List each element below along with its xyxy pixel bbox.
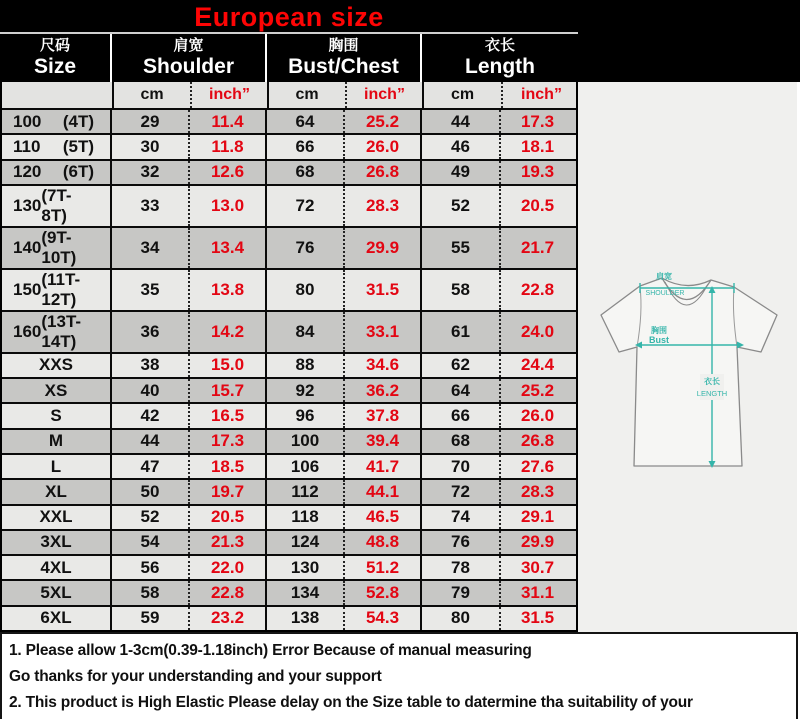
cm-value-cell: 66 [420,404,499,427]
table-row [2,453,576,478]
page-title: European size [194,2,384,32]
header-bust-zh: 胸围 [328,37,359,54]
cm-value-cell: 84 [265,312,343,352]
cm-value-cell: 49 [420,161,499,184]
table-row [2,605,576,630]
inch-value-cell: 37.8 [343,404,420,427]
cm-value-cell: 32 [110,161,188,184]
inch-value-cell: 54.3 [343,607,420,630]
shoulder-label-en: SHOULDER [645,290,685,297]
tshirt-diagram [578,82,797,632]
cm-value-cell: 96 [265,404,343,427]
cm-value-cell: 134 [265,581,343,604]
inch-value-cell: 23.2 [188,607,265,630]
size-cell: 100 (4T) [13,111,94,131]
unit-cm-bust: cm [267,82,345,108]
table-row [2,579,576,604]
header-shoulder-en: Shoulder [142,55,234,78]
header-length-zh: 衣长 [484,37,515,54]
size-table-body [0,108,578,632]
cm-value-cell: 68 [420,430,499,453]
inch-value-cell: 18.1 [499,135,574,158]
cm-value-cell: 76 [420,531,499,554]
inch-value-cell: 51.2 [343,556,420,579]
cm-value-cell: 58 [420,270,499,310]
inch-value-cell: 31.5 [343,270,420,310]
inch-value-cell: 34.6 [343,354,420,377]
size-cell: 110 (5T) [13,136,94,156]
cm-value-cell: 30 [110,135,188,158]
inch-value-cell: 21.3 [188,531,265,554]
cm-value-cell: 138 [265,607,343,630]
header-length-en: Length [465,55,535,78]
inch-value-cell: 36.2 [343,379,420,402]
cm-value-cell: 124 [265,531,343,554]
header-size-zh: 尺码 [39,37,70,54]
inch-value-cell: 13.8 [188,270,265,310]
inch-value-cell: 19.7 [188,480,265,503]
cm-value-cell: 58 [110,581,188,604]
table-row [2,108,576,133]
inch-value-cell: 29.9 [499,531,574,554]
cm-value-cell: 80 [265,270,343,310]
cm-value-cell: 64 [265,110,343,133]
table-row [2,133,576,158]
unit-inch-shoulder: inch” [190,82,267,108]
size-cell: 130 (7T-8T) [13,185,72,225]
cm-value-cell: 66 [265,135,343,158]
cm-value-cell: 52 [420,186,499,226]
table-row [2,268,576,310]
inch-value-cell: 28.3 [343,186,420,226]
table-header [0,32,578,82]
size-cell: M [48,431,64,451]
table-row [2,310,576,352]
inch-value-cell: 15.7 [188,379,265,402]
cm-value-cell: 100 [265,430,343,453]
size-cell: L [50,456,62,476]
inch-value-cell: 24.4 [499,354,574,377]
cm-value-cell: 72 [265,186,343,226]
table-row [2,377,576,402]
notes-box [0,632,798,719]
cm-value-cell: 78 [420,556,499,579]
size-cell: 6XL [40,608,72,628]
cm-value-cell: 33 [110,186,188,226]
cm-value-cell: 59 [110,607,188,630]
table-row [2,159,576,184]
shoulder-label-zh: 肩宽 [656,272,672,281]
cm-value-cell: 92 [265,379,343,402]
size-cell: XS [44,380,68,400]
inch-value-cell: 24.0 [499,312,574,352]
inch-value-cell: 13.0 [188,186,265,226]
inch-value-cell: 15.0 [188,354,265,377]
unit-row [0,82,578,108]
inch-value-cell: 21.7 [499,228,574,268]
table-row [2,478,576,503]
size-cell: 3XL [40,532,72,552]
unit-inch-length: inch” [501,82,580,108]
inch-value-cell: 11.8 [188,135,265,158]
header-shoulder-zh: 肩宽 [173,37,204,54]
cm-value-cell: 46 [420,135,499,158]
cm-value-cell: 29 [110,110,188,133]
header-bust [265,34,420,82]
inch-value-cell: 46.5 [343,506,420,529]
cm-value-cell: 64 [420,379,499,402]
table-row [2,428,576,453]
cm-value-cell: 38 [110,354,188,377]
inch-value-cell: 44.1 [343,480,420,503]
header-bust-en: Bust/Chest [288,55,399,78]
tshirt-panel [578,82,797,632]
table-row [2,352,576,377]
cm-value-cell: 55 [420,228,499,268]
size-cell: 5XL [40,583,72,603]
bust-label-en: Bust [649,335,669,345]
cm-value-cell: 47 [110,455,188,478]
unit-inch-bust: inch” [345,82,422,108]
size-cell: XXL [39,507,73,527]
cm-value-cell: 62 [420,354,499,377]
inch-value-cell: 25.2 [343,110,420,133]
inch-value-cell: 29.1 [499,506,574,529]
cm-value-cell: 106 [265,455,343,478]
table-row [2,529,576,554]
inch-value-cell: 12.6 [188,161,265,184]
note-line: 1. Please allow 1-3cm(0.39-1.18inch) Error Because of manual measuring [9,642,532,659]
cm-value-cell: 52 [110,506,188,529]
inch-value-cell: 14.2 [188,312,265,352]
cm-value-cell: 74 [420,506,499,529]
inch-value-cell: 31.5 [499,607,574,630]
tshirt-outline [601,278,777,466]
inch-value-cell: 26.0 [499,404,574,427]
inch-value-cell: 20.5 [188,506,265,529]
cm-value-cell: 50 [110,480,188,503]
size-cell: S [50,406,62,426]
table-row [2,226,576,268]
inch-value-cell: 48.8 [343,531,420,554]
table-row [2,184,576,226]
cm-value-cell: 42 [110,404,188,427]
size-cell: 160 (13T-14T) [13,311,82,351]
cm-value-cell: 61 [420,312,499,352]
inch-value-cell: 17.3 [188,430,265,453]
cm-value-cell: 79 [420,581,499,604]
size-cell: XXS [38,355,74,375]
inch-value-cell: 22.0 [188,556,265,579]
inch-value-cell: 27.6 [499,455,574,478]
cm-value-cell: 36 [110,312,188,352]
inch-value-cell: 19.3 [499,161,574,184]
cm-value-cell: 68 [265,161,343,184]
inch-value-cell: 26.8 [499,430,574,453]
cm-value-cell: 76 [265,228,343,268]
cm-value-cell: 56 [110,556,188,579]
cm-value-cell: 40 [110,379,188,402]
inch-value-cell: 33.1 [343,312,420,352]
inch-value-cell: 20.5 [499,186,574,226]
cm-value-cell: 54 [110,531,188,554]
inch-value-cell: 22.8 [188,581,265,604]
inch-value-cell: 29.9 [343,228,420,268]
inch-value-cell: 26.0 [343,135,420,158]
table-row [2,554,576,579]
inch-value-cell: 28.3 [499,480,574,503]
cm-value-cell: 88 [265,354,343,377]
inch-value-cell: 16.5 [188,404,265,427]
inch-value-cell: 25.2 [499,379,574,402]
note-line: 2. This product is High Elastic Please delay on the Size table to datermine tha suitability of your [9,694,693,711]
inch-value-cell: 41.7 [343,455,420,478]
size-cell: 120 (6T) [13,162,94,182]
note-line: Go thanks for your understanding and your support [9,668,382,685]
inch-value-cell: 31.1 [499,581,574,604]
cm-value-cell: 35 [110,270,188,310]
inch-value-cell: 39.4 [343,430,420,453]
header-size [0,34,110,82]
inch-value-cell: 18.5 [188,455,265,478]
inch-value-cell: 17.3 [499,110,574,133]
header-length [420,34,578,82]
cm-value-cell: 80 [420,607,499,630]
size-cell: 4XL [40,557,72,577]
header-shoulder [110,34,265,82]
cm-value-cell: 72 [420,480,499,503]
cm-value-cell: 118 [265,506,343,529]
bust-label-zh: 胸围 [651,326,667,335]
inch-value-cell: 11.4 [188,110,265,133]
inch-value-cell: 52.8 [343,581,420,604]
size-cell: 140 (9T-10T) [13,227,77,267]
unit-cm-length: cm [422,82,501,108]
length-label-zh: 衣长 [704,377,720,386]
size-cell: 150 (11T-12T) [13,269,81,309]
unit-cm-shoulder: cm [112,82,190,108]
size-cell: XL [45,481,67,501]
cm-value-cell: 44 [420,110,499,133]
cm-value-cell: 44 [110,430,188,453]
unit-empty-cell [2,82,112,108]
inch-value-cell: 22.8 [499,270,574,310]
cm-value-cell: 34 [110,228,188,268]
cm-value-cell: 70 [420,455,499,478]
header-size-en: Size [33,55,77,78]
cm-value-cell: 112 [265,480,343,503]
table-row [2,402,576,427]
inch-value-cell: 30.7 [499,556,574,579]
cm-value-cell: 130 [265,556,343,579]
inch-value-cell: 13.4 [188,228,265,268]
table-row [2,504,576,529]
length-label-en: LENGTH [696,389,728,398]
inch-value-cell: 26.8 [343,161,420,184]
